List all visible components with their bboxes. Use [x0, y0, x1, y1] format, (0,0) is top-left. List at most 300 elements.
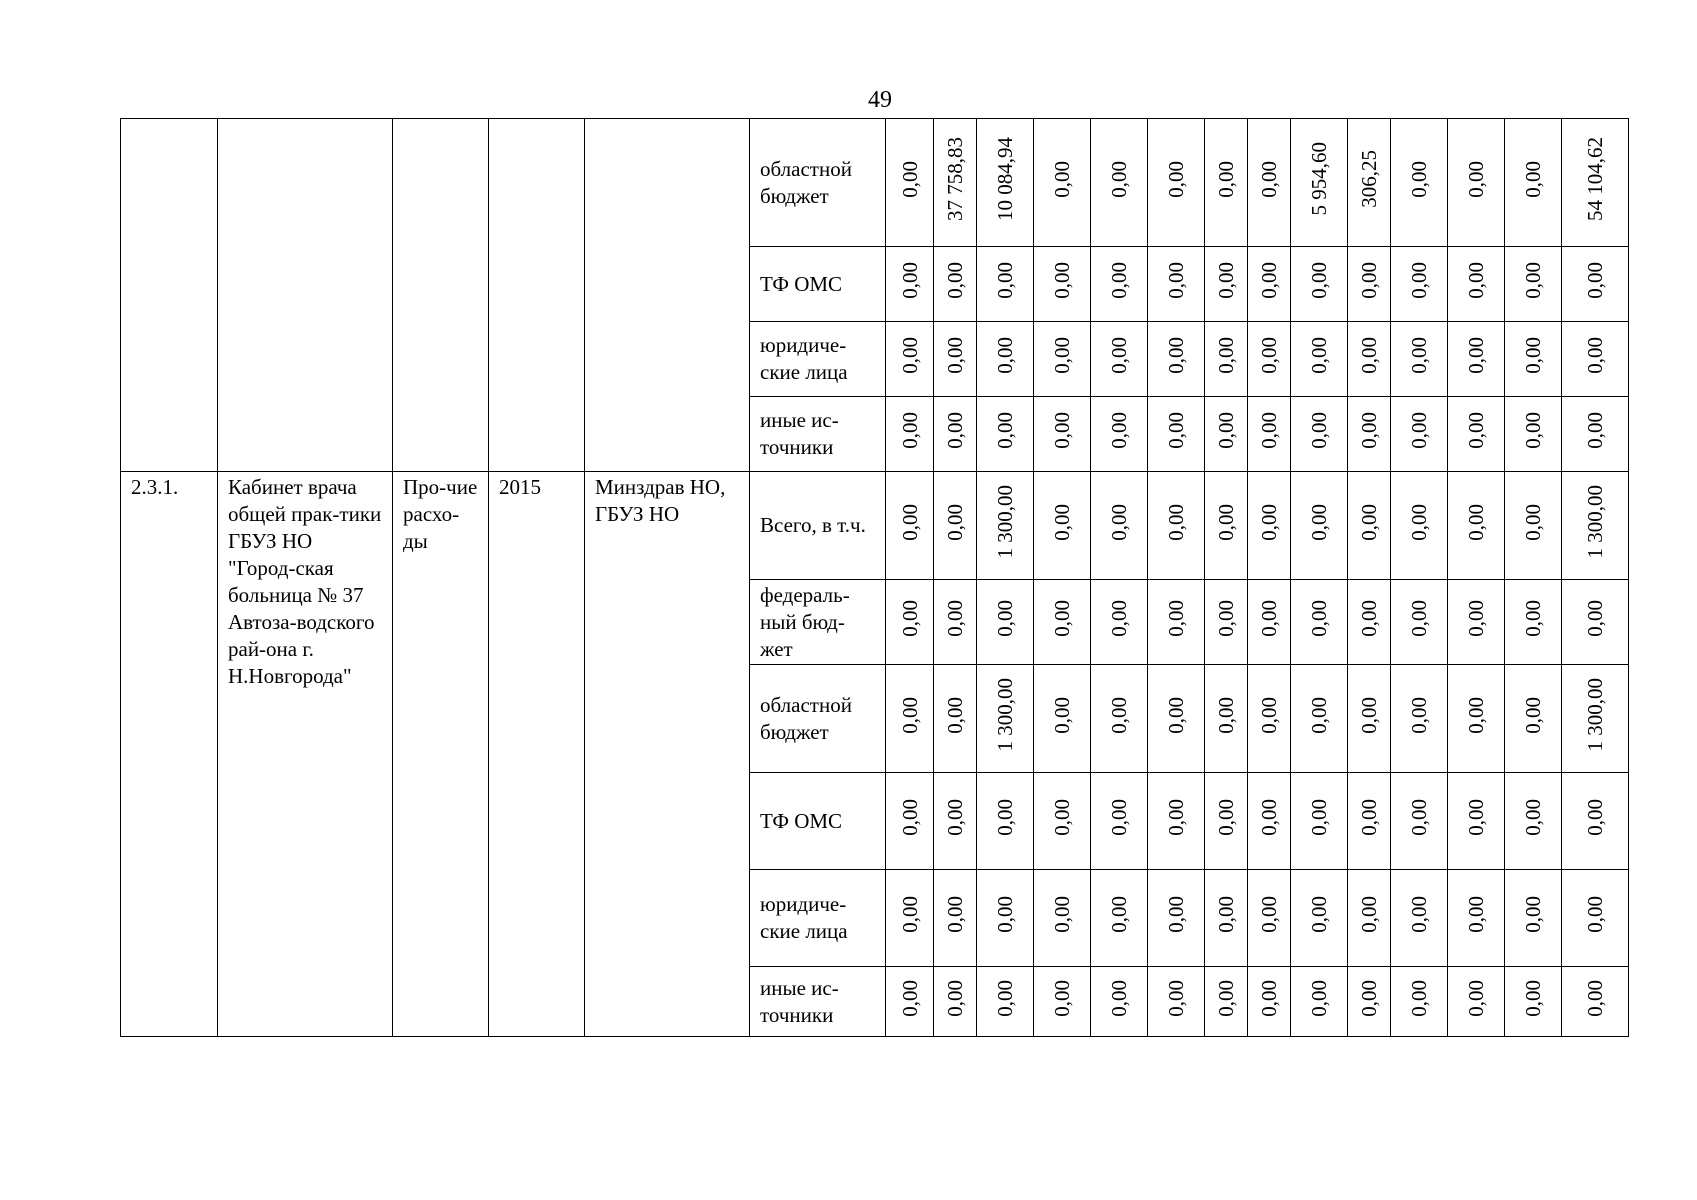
- value-text: 0,00: [943, 412, 967, 449]
- item-year: 2015: [489, 472, 585, 1037]
- continuation-cell: [121, 119, 218, 472]
- value-text: 0,00: [1583, 337, 1607, 374]
- value-cell: [977, 397, 1034, 472]
- value-cell: [1505, 472, 1562, 580]
- value-text: 0,00: [1357, 696, 1381, 734]
- value-cell: [1348, 580, 1391, 665]
- value-cell: [1248, 397, 1291, 472]
- value-cell: [1448, 580, 1505, 665]
- value-text: 0,00: [993, 262, 1017, 299]
- value-text: 0,00: [1107, 160, 1131, 198]
- value-cell: [886, 247, 934, 322]
- page-number: 49: [868, 87, 892, 113]
- value-cell: [1348, 665, 1391, 773]
- value-text: 0,00: [1464, 696, 1488, 734]
- value-cell: [1348, 397, 1391, 472]
- value-cell: [1448, 967, 1505, 1037]
- value-cell: [1348, 322, 1391, 397]
- value-text: 0,00: [1257, 896, 1281, 933]
- value-text: 0,00: [1050, 979, 1074, 1017]
- value-cell: [1034, 322, 1091, 397]
- value-text: 0,00: [1357, 503, 1381, 541]
- value-cell: [1291, 472, 1348, 580]
- value-text: 0,00: [1214, 412, 1238, 449]
- value-text: 0,00: [1521, 896, 1545, 933]
- value-text: 0,00: [1164, 979, 1188, 1017]
- funding-source-cell: ТФ ОМС: [750, 247, 886, 322]
- value-text: 0,00: [943, 896, 967, 933]
- value-cell: [1091, 580, 1148, 665]
- value-text: 0,00: [1464, 799, 1488, 836]
- value-text: 0,00: [1307, 896, 1331, 933]
- funding-source-cell: юридиче-ские лица: [750, 870, 886, 967]
- value-cell: [977, 119, 1034, 247]
- value-cell: [977, 773, 1034, 870]
- value-text: 0,00: [1107, 979, 1131, 1017]
- budget-table-body: [121, 119, 1629, 1037]
- value-text: 0,00: [943, 262, 967, 299]
- value-cell: [934, 967, 977, 1037]
- value-cell: [1091, 472, 1148, 580]
- value-text: 0,00: [1257, 503, 1281, 541]
- value-cell: [1148, 119, 1205, 247]
- value-cell: [1348, 967, 1391, 1037]
- value-cell: [1562, 119, 1629, 247]
- value-cell: [977, 870, 1034, 967]
- value-cell: [1248, 773, 1291, 870]
- value-cell: [1505, 870, 1562, 967]
- value-cell: [886, 397, 934, 472]
- value-text: 0,00: [943, 979, 967, 1017]
- value-cell: [934, 397, 977, 472]
- value-cell: [1148, 870, 1205, 967]
- value-text: 0,00: [943, 503, 967, 541]
- value-text: 0,00: [1307, 262, 1331, 299]
- value-cell: [1391, 773, 1448, 870]
- value-cell: [1391, 397, 1448, 472]
- value-cell: [1205, 870, 1248, 967]
- value-text: 0,00: [897, 412, 922, 449]
- value-cell: [1091, 322, 1148, 397]
- value-cell: [1391, 472, 1448, 580]
- value-text: 0,00: [1214, 799, 1238, 836]
- value-cell: [1291, 870, 1348, 967]
- value-text: 0,00: [1357, 412, 1381, 449]
- value-text: 0,00: [1257, 262, 1281, 299]
- value-cell: [1248, 472, 1291, 580]
- value-text: 0,00: [1257, 337, 1281, 374]
- value-cell: [1291, 773, 1348, 870]
- value-cell: [886, 870, 934, 967]
- value-text: 0,00: [1307, 503, 1331, 541]
- value-cell: [1448, 397, 1505, 472]
- value-text: 0,00: [897, 696, 922, 734]
- funding-source-cell: ТФ ОМС: [750, 773, 886, 870]
- funding-source-cell: иные ис-точники: [750, 967, 886, 1037]
- value-text: 0,00: [1214, 262, 1238, 299]
- value-text: 0,00: [1214, 896, 1238, 933]
- value-text: 0,00: [1164, 799, 1188, 836]
- value-cell: [1034, 247, 1091, 322]
- value-cell: [1091, 247, 1148, 322]
- value-cell: [1448, 472, 1505, 580]
- continuation-cell: [585, 119, 750, 472]
- value-text: 0,00: [1164, 160, 1188, 198]
- value-cell: [1034, 580, 1091, 665]
- item-executor: Минздрав НО, ГБУЗ НО: [585, 472, 750, 1037]
- value-text: 0,00: [897, 337, 922, 374]
- value-cell: [1348, 472, 1391, 580]
- value-text: 0,00: [1583, 896, 1607, 933]
- value-text: 0,00: [1521, 160, 1545, 198]
- funding-source-cell: федераль-ный бюд-жет: [750, 580, 886, 665]
- value-cell: [886, 665, 934, 773]
- value-cell: [1448, 119, 1505, 247]
- value-cell: [1291, 580, 1348, 665]
- value-cell: [1562, 322, 1629, 397]
- value-cell: [1391, 665, 1448, 773]
- value-cell: [1034, 119, 1091, 247]
- value-text: 0,00: [1214, 503, 1238, 541]
- value-text: 5 954,60: [1307, 142, 1331, 216]
- value-cell: [1034, 967, 1091, 1037]
- value-cell: [1034, 870, 1091, 967]
- value-text: 0,00: [993, 412, 1017, 449]
- value-cell: [1448, 322, 1505, 397]
- value-cell: [1291, 967, 1348, 1037]
- expense-type: Про-чие расхо-ды: [393, 472, 489, 1037]
- value-text: 0,00: [1464, 412, 1488, 449]
- value-cell: [1205, 967, 1248, 1037]
- value-cell: [1562, 472, 1629, 580]
- value-text: 0,00: [1357, 799, 1381, 836]
- value-cell: [1562, 665, 1629, 773]
- value-cell: [1391, 580, 1448, 665]
- value-text: 0,00: [1214, 600, 1238, 637]
- value-cell: [1448, 247, 1505, 322]
- value-text: 0,00: [1464, 160, 1488, 198]
- value-cell: [1205, 119, 1248, 247]
- value-cell: [1391, 322, 1448, 397]
- value-text: 0,00: [1521, 696, 1545, 734]
- value-text: 0,00: [1407, 696, 1431, 734]
- value-cell: [886, 967, 934, 1037]
- value-cell: [934, 665, 977, 773]
- value-text: 0,00: [897, 600, 922, 637]
- value-text: 0,00: [1307, 979, 1331, 1017]
- value-text: 0,00: [1307, 600, 1331, 637]
- value-text: 0,00: [1407, 412, 1431, 449]
- value-cell: [1248, 247, 1291, 322]
- value-text: 0,00: [1214, 696, 1238, 734]
- value-cell: [934, 322, 977, 397]
- value-text: 0,00: [1407, 262, 1431, 299]
- continuation-cell: [489, 119, 585, 472]
- value-text: 0,00: [1357, 896, 1381, 933]
- value-text: 0,00: [1107, 799, 1131, 836]
- value-cell: [1205, 322, 1248, 397]
- value-text: 0,00: [1407, 337, 1431, 374]
- value-text: 0,00: [1464, 979, 1488, 1017]
- value-text: 0,00: [1583, 799, 1607, 836]
- value-cell: [1391, 967, 1448, 1037]
- value-text: 0,00: [993, 979, 1017, 1017]
- value-text: 0,00: [1107, 600, 1131, 637]
- value-text: 0,00: [1257, 979, 1281, 1017]
- value-text: 0,00: [1107, 262, 1131, 299]
- value-text: 0,00: [993, 600, 1017, 637]
- value-cell: [886, 773, 934, 870]
- funding-source-cell: юридиче-ские лица: [750, 322, 886, 397]
- value-cell: [1562, 580, 1629, 665]
- value-cell: [1205, 773, 1248, 870]
- value-text: 0,00: [1107, 896, 1131, 933]
- value-text: 0,00: [1357, 262, 1381, 299]
- value-text: 0,00: [1464, 600, 1488, 637]
- value-text: 10 084,94: [993, 137, 1017, 221]
- value-cell: [934, 870, 977, 967]
- value-text: 0,00: [1164, 600, 1188, 637]
- value-text: 0,00: [897, 896, 922, 933]
- value-cell: [1248, 967, 1291, 1037]
- funding-source-cell: иные ис-точники: [750, 397, 886, 472]
- value-cell: [1205, 247, 1248, 322]
- value-text: 1 300,00: [1583, 485, 1607, 559]
- value-cell: [1148, 580, 1205, 665]
- value-cell: [1148, 247, 1205, 322]
- value-text: 0,00: [1107, 503, 1131, 541]
- value-text: 0,00: [1357, 337, 1381, 374]
- value-cell: [1248, 580, 1291, 665]
- value-cell: [1034, 472, 1091, 580]
- value-text: 0,00: [1521, 337, 1545, 374]
- value-text: 0,00: [1050, 160, 1074, 198]
- value-text: 0,00: [1307, 799, 1331, 836]
- value-text: 0,00: [1164, 337, 1188, 374]
- value-text: 0,00: [943, 696, 967, 734]
- value-cell: [1091, 773, 1148, 870]
- value-cell: [886, 472, 934, 580]
- item-name: Кабинет врача общей прак-тики ГБУЗ НО "Город-ская больница № 37 Автоза-водского рай-она г. Н.Новгорода": [218, 472, 393, 1037]
- value-text: 0,00: [943, 600, 967, 637]
- value-text: 306,25: [1357, 150, 1381, 208]
- value-text: 0,00: [1407, 799, 1431, 836]
- value-text: 0,00: [1521, 412, 1545, 449]
- value-text: 0,00: [1357, 979, 1381, 1017]
- value-text: 0,00: [897, 979, 922, 1017]
- value-text: 0,00: [1583, 262, 1607, 299]
- value-cell: [977, 967, 1034, 1037]
- value-cell: [1091, 967, 1148, 1037]
- value-text: 0,00: [1214, 979, 1238, 1017]
- value-cell: [886, 119, 934, 247]
- value-cell: [886, 580, 934, 665]
- value-text: 0,00: [1521, 799, 1545, 836]
- value-cell: [1091, 870, 1148, 967]
- value-cell: [1505, 119, 1562, 247]
- value-text: 0,00: [1107, 696, 1131, 734]
- value-cell: [1248, 119, 1291, 247]
- value-cell: [1148, 967, 1205, 1037]
- value-cell: [1505, 967, 1562, 1037]
- value-cell: [1348, 773, 1391, 870]
- continuation-cell: [218, 119, 393, 472]
- value-cell: [1091, 119, 1148, 247]
- value-text: 0,00: [1050, 696, 1074, 734]
- value-text: 0,00: [1257, 160, 1281, 198]
- value-text: 0,00: [1307, 696, 1331, 734]
- item-number: 2.3.1.: [121, 472, 218, 1037]
- value-cell: [1291, 247, 1348, 322]
- value-text: 0,00: [1407, 160, 1431, 198]
- value-text: 0,00: [1050, 503, 1074, 541]
- value-cell: [977, 580, 1034, 665]
- value-text: 0,00: [1307, 337, 1331, 374]
- value-text: 0,00: [1464, 337, 1488, 374]
- value-text: 0,00: [1164, 696, 1188, 734]
- value-text: 0,00: [1050, 799, 1074, 836]
- value-text: 0,00: [1164, 503, 1188, 541]
- value-cell: [934, 580, 977, 665]
- value-text: 0,00: [943, 799, 967, 836]
- value-cell: [1205, 397, 1248, 472]
- value-text: 1 300,00: [993, 485, 1017, 559]
- value-cell: [977, 247, 1034, 322]
- value-text: 1 300,00: [993, 678, 1017, 752]
- value-text: 0,00: [1050, 600, 1074, 637]
- value-text: 0,00: [1107, 412, 1131, 449]
- value-cell: [1034, 665, 1091, 773]
- value-cell: [1505, 580, 1562, 665]
- value-cell: [1391, 247, 1448, 322]
- table-row: [121, 119, 1629, 247]
- value-cell: [1034, 773, 1091, 870]
- value-cell: [1505, 247, 1562, 322]
- value-cell: [1248, 322, 1291, 397]
- value-cell: [1291, 665, 1348, 773]
- funding-source-cell: Всего, в т.ч.: [750, 472, 886, 580]
- value-text: 0,00: [897, 799, 922, 836]
- value-text: 0,00: [1464, 503, 1488, 541]
- value-text: 0,00: [1521, 600, 1545, 637]
- value-text: 0,00: [993, 799, 1017, 836]
- value-cell: [1448, 665, 1505, 773]
- value-cell: [1562, 247, 1629, 322]
- value-text: 0,00: [1257, 799, 1281, 836]
- continuation-cell: [393, 119, 489, 472]
- value-text: 0,00: [1583, 600, 1607, 637]
- value-text: 0,00: [1164, 412, 1188, 449]
- value-cell: [1505, 322, 1562, 397]
- value-cell: [1391, 119, 1448, 247]
- value-cell: [1291, 322, 1348, 397]
- value-cell: [934, 773, 977, 870]
- value-text: 0,00: [897, 160, 922, 198]
- value-text: 0,00: [1164, 262, 1188, 299]
- value-text: 0,00: [1407, 503, 1431, 541]
- value-cell: [1348, 870, 1391, 967]
- value-text: 0,00: [1521, 262, 1545, 299]
- budget-table: [120, 118, 1629, 1037]
- value-text: 0,00: [1464, 262, 1488, 299]
- value-text: 0,00: [993, 896, 1017, 933]
- value-text: 0,00: [1257, 696, 1281, 734]
- value-text: 0,00: [1407, 896, 1431, 933]
- value-cell: [1291, 119, 1348, 247]
- value-cell: [977, 472, 1034, 580]
- value-cell: [1391, 870, 1448, 967]
- value-text: 0,00: [1407, 600, 1431, 637]
- value-text: 0,00: [1307, 412, 1331, 449]
- value-cell: [1205, 472, 1248, 580]
- value-cell: [1034, 397, 1091, 472]
- value-cell: [1348, 247, 1391, 322]
- value-cell: [1148, 397, 1205, 472]
- value-cell: [1448, 773, 1505, 870]
- value-cell: [1505, 397, 1562, 472]
- value-text: 0,00: [897, 503, 922, 541]
- value-text: 0,00: [1583, 412, 1607, 449]
- value-cell: [934, 119, 977, 247]
- funding-source-cell: областной бюджет: [750, 665, 886, 773]
- value-text: 0,00: [1050, 337, 1074, 374]
- value-cell: [1248, 870, 1291, 967]
- value-text: 0,00: [1464, 896, 1488, 933]
- value-text: 0,00: [1521, 503, 1545, 541]
- value-cell: [1505, 773, 1562, 870]
- value-cell: [977, 665, 1034, 773]
- value-cell: [1148, 322, 1205, 397]
- value-cell: [1205, 665, 1248, 773]
- value-cell: [1291, 397, 1348, 472]
- value-text: 0,00: [1050, 896, 1074, 933]
- value-text: 0,00: [1107, 337, 1131, 374]
- value-text: 37 758,83: [943, 137, 967, 221]
- funding-source-cell: областной бюджет: [750, 119, 886, 247]
- value-cell: [886, 322, 934, 397]
- value-cell: [1148, 773, 1205, 870]
- value-cell: [1148, 665, 1205, 773]
- value-text: 0,00: [1407, 979, 1431, 1017]
- value-cell: [1562, 773, 1629, 870]
- value-cell: [1562, 397, 1629, 472]
- value-cell: [1091, 397, 1148, 472]
- table-row: [121, 472, 1629, 580]
- value-cell: [1448, 870, 1505, 967]
- value-text: 0,00: [1257, 412, 1281, 449]
- value-text: 0,00: [993, 337, 1017, 374]
- value-cell: [934, 472, 977, 580]
- value-cell: [1148, 472, 1205, 580]
- value-text: 0,00: [1214, 337, 1238, 374]
- value-text: 0,00: [1521, 979, 1545, 1017]
- value-text: 54 104,62: [1583, 137, 1607, 221]
- value-text: 1 300,00: [1583, 678, 1607, 752]
- value-text: 0,00: [1164, 896, 1188, 933]
- value-cell: [977, 322, 1034, 397]
- value-cell: [1562, 870, 1629, 967]
- value-cell: [1091, 665, 1148, 773]
- value-text: 0,00: [1214, 160, 1238, 198]
- value-cell: [1505, 665, 1562, 773]
- value-text: 0,00: [1357, 600, 1381, 637]
- value-text: 0,00: [1050, 412, 1074, 449]
- value-text: 0,00: [943, 337, 967, 374]
- value-cell: [1348, 119, 1391, 247]
- value-text: 0,00: [1050, 262, 1074, 299]
- value-cell: [1562, 967, 1629, 1037]
- value-text: 0,00: [1257, 600, 1281, 637]
